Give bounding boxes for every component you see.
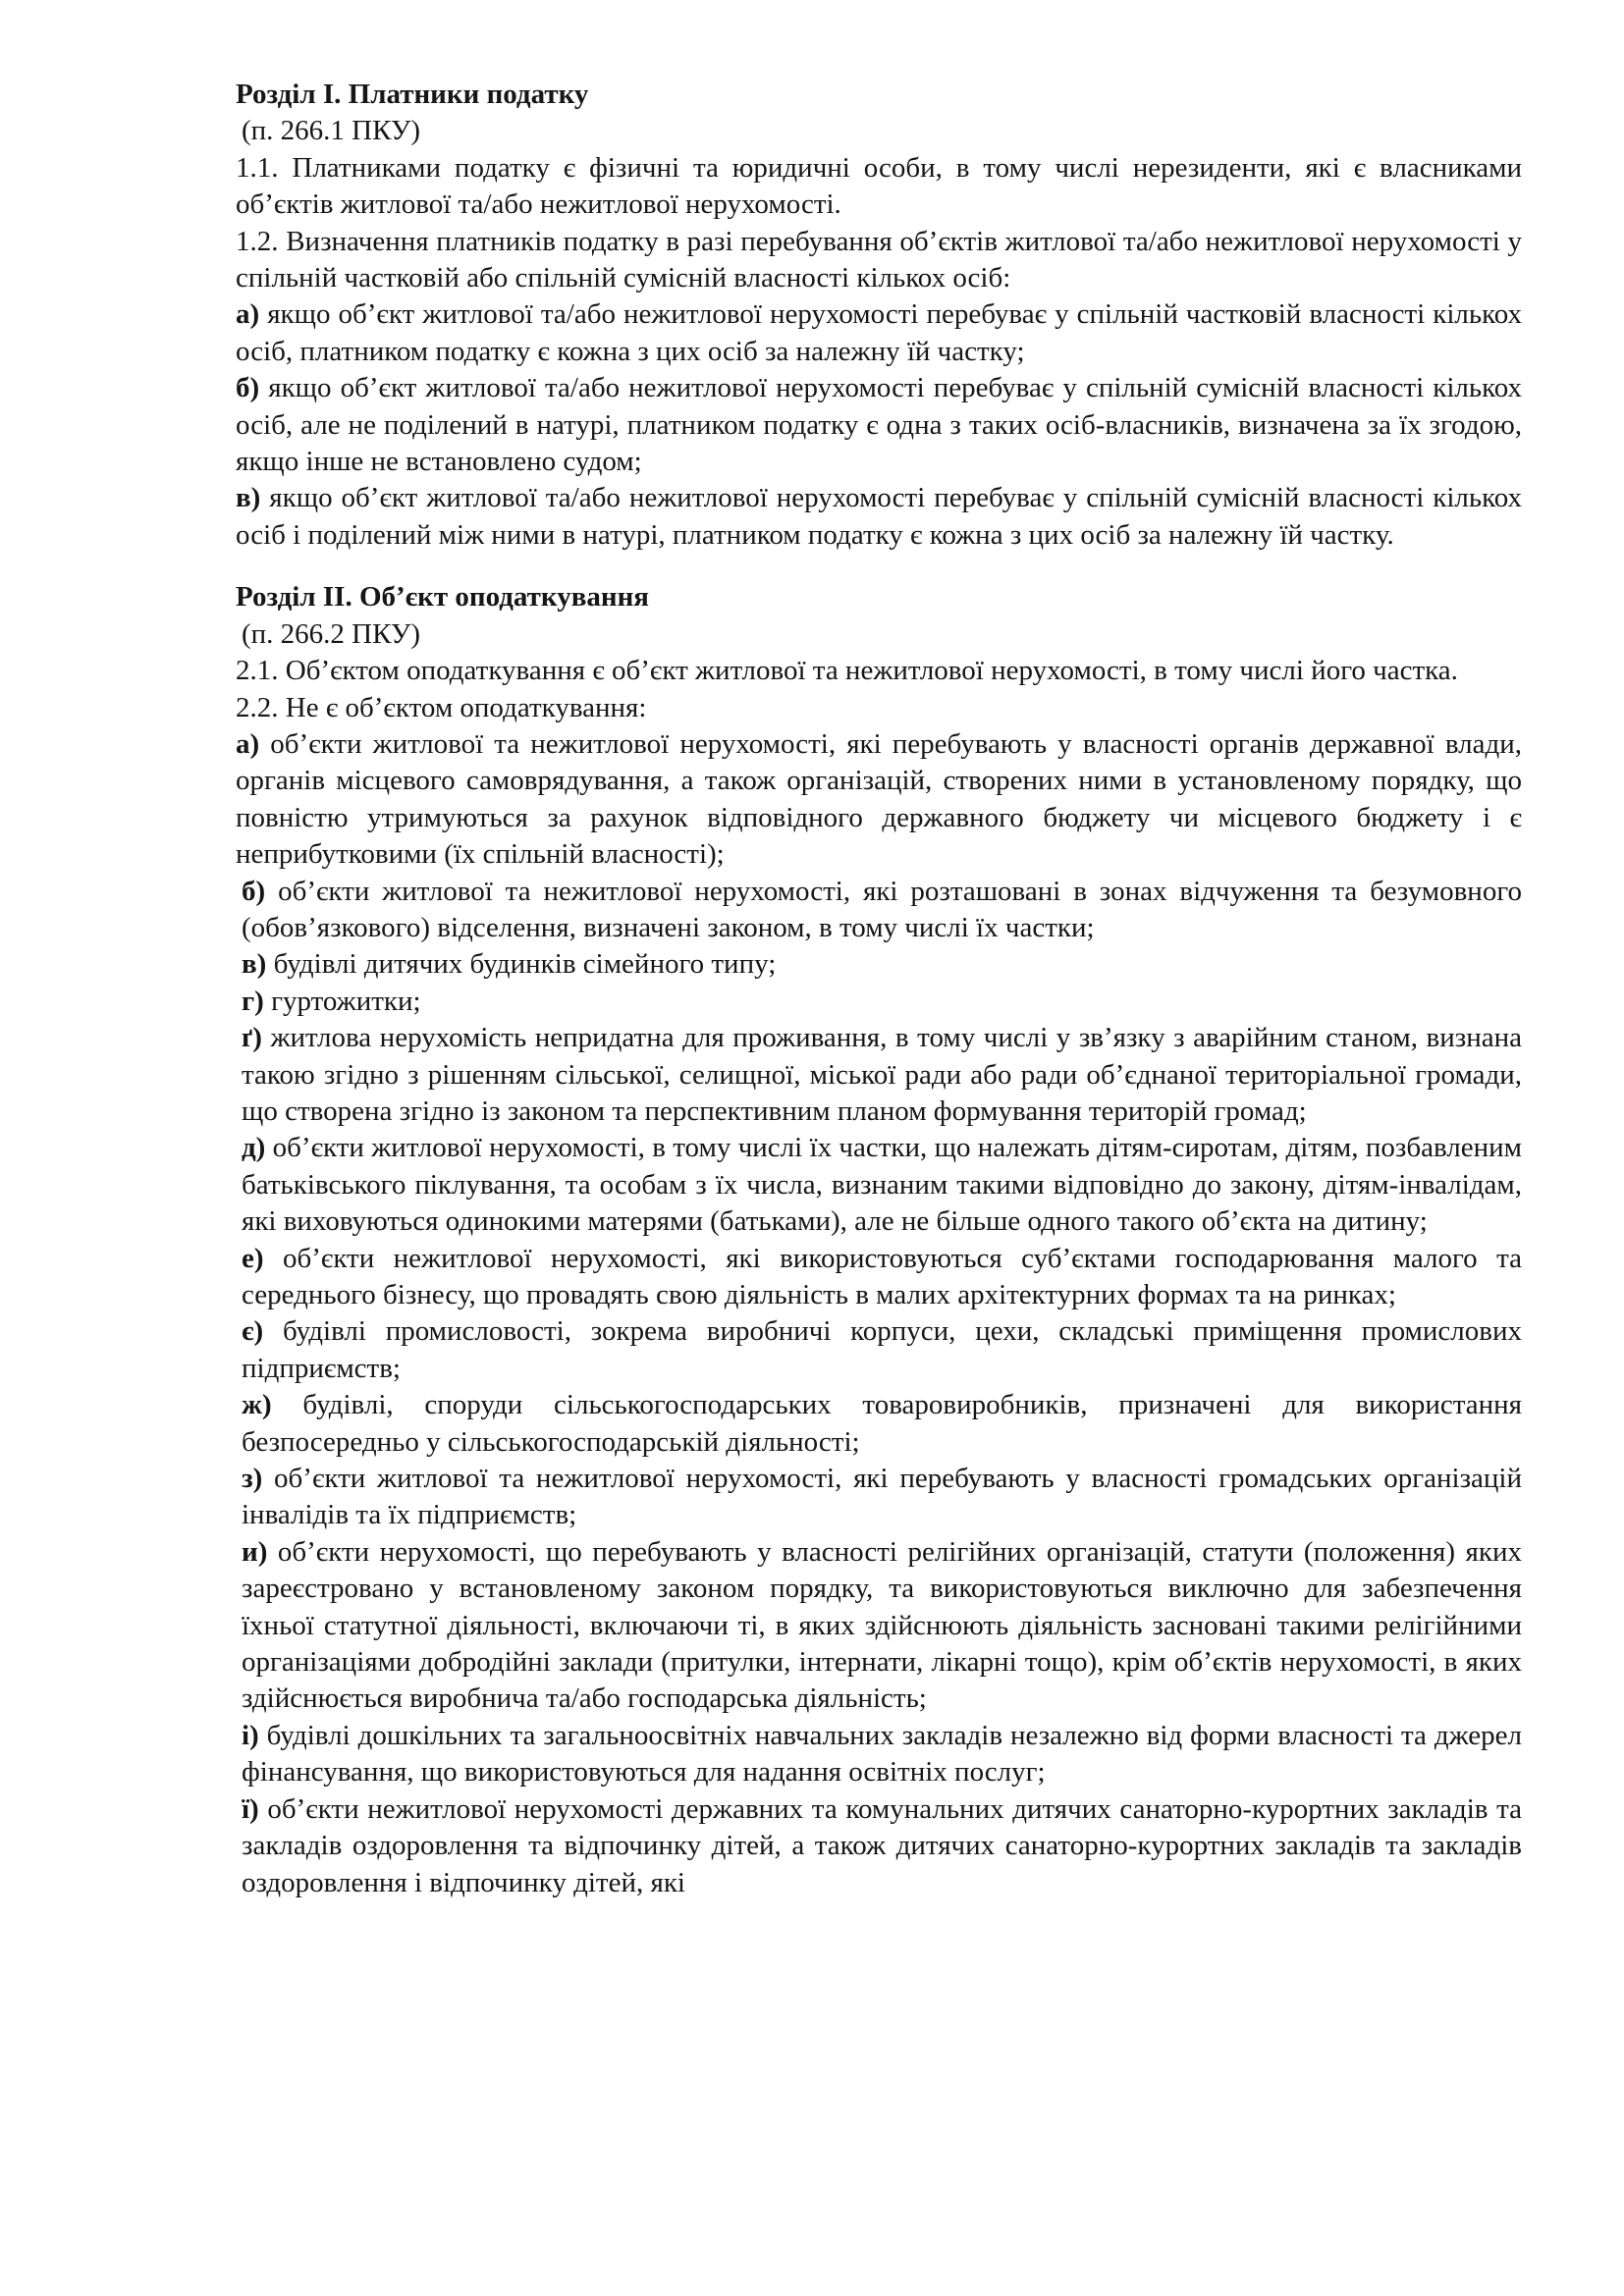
item-marker: в) [236,482,261,514]
item-marker: б) [236,372,260,404]
item-text: об’єкти житлової та нежитлової нерухомості, які розташовані в зонах відчуження та безумовного (обов’язкового) відселення, визначені законом, в тому числі їх частки; [242,875,1522,943]
item-marker: е) [242,1242,264,1274]
item-text: об’єкти житлової та нежитлової нерухомості, які перебувають у власності громадських організацій інвалідів та їх підприємств; [242,1463,1522,1531]
item-marker: і) [242,1719,259,1751]
item-marker: в) [242,948,267,981]
section-2-item-ye [236,1313,1522,1387]
section-2-item-d [236,1130,1522,1240]
section-2-item-g [236,984,1522,1020]
section-2-reference: (п. 266.2 ПКУ) [242,617,421,650]
item-text: якщо об’єкт житлової та/або нежитлової нерухомості перебуває у спільній частковій власності кількох осіб, платником податку є кожна з цих осіб за належну їй частку; [236,298,1522,367]
document-page [236,77,1522,1901]
item-text: будівлі дошкільних та загальноосвітніх навчальних закладів незалежно від форми власності та джерел фінансування, що використовуються для надання освітніх послуг; [242,1719,1522,1789]
section-2-title: Розділ ІІ. Об’єкт оподаткування [236,581,649,614]
section-2-item-zh [236,1387,1522,1461]
section-1-reference: (п. 266.1 ПКУ) [242,115,421,147]
item-marker: д) [242,1132,266,1164]
section-1-title: Розділ І. Платники податку [236,79,589,110]
item-marker: ї) [242,1792,259,1825]
item-marker: є) [242,1315,264,1348]
item-text: будівлі промисловості, зокрема виробничі корпуси, цехи, складські приміщення промислових підприємств; [242,1315,1522,1384]
section-2-item-i [236,1718,1522,1791]
item-text: гуртожитки; [263,985,421,1017]
section-1-item-v [236,480,1522,554]
item-text: житлова нерухомість непридатна для проживання, в тому числі у зв’язку з аварійним станом, визнана такою згідно з рішенням сільської, селищної, міської ради або ради об’єднаної територіальної громади, що створена згідно із законом та перспективним планом формування територій громад; [242,1022,1522,1127]
item-text: об’єкти житлової та нежитлової нерухомості, які перебувають у власності органів державної влади, органів місцевого самоврядування, а також організацій, створених ними в установленому порядку, що повністю утримуються за рахунок відповідного державного бюджету чи місцевого бюджету і є неприбутковими (їх спільній власності); [236,727,1522,871]
item-text: якщо об’єкт житлової та/або нежитлової нерухомості перебуває у спільній сумісній власності кількох осіб і поділений між ними в натурі, платником податку є кожна з цих осіб за належну їй частку. [236,482,1522,551]
section-2-item-y [236,1534,1522,1718]
item-marker: а) [236,727,260,760]
section-2-item-yi [236,1791,1522,1901]
section-2-item-b [236,874,1522,947]
section-spacer [236,554,1522,579]
section-2-item-ge [236,1020,1522,1130]
section-2-paragraph-2-2: 2.2. Не є об’єктом оподаткування: [236,691,647,723]
item-marker: ґ) [242,1022,262,1054]
section-2-paragraph-2-1: 2.1. Об’єктом оподаткування є об’єкт житлової та нежитлової нерухомості, в тому числі його частка. [236,655,1458,687]
section-1-item-a [236,296,1522,370]
item-text: об’єкти житлової нерухомості, в тому числі їх частки, що належать дітям-сиротам, дітям, позбавленим батьківського піклування, та особам з їх числа, визнаним такими відповідно до закону, дітям-інвалідам, які виховуються одинокими матерями (батьками), але не більше одного такого об’єкта на дитину; [242,1132,1522,1238]
item-marker: г) [242,985,264,1017]
section-1-item-b [236,370,1522,480]
item-text: якщо об’єкт житлової та/або нежитлової нерухомості перебуває у спільній сумісній власності кількох осіб, але не поділений в натурі, платником податку є одна з таких осіб-власників, визначена за їх згодою, якщо інше не встановлено судом; [236,372,1522,478]
section-2-item-a [236,726,1522,874]
section-1-paragraph-1-1: 1.1. Платниками податку є фізичні та юридичні особи, в тому числі нерезиденти, які є власниками об’єктів житлової та/або нежитлової нерухомості. [236,151,1522,221]
item-marker: з) [242,1463,263,1495]
item-marker: б) [242,875,266,907]
item-text: об’єкти нежитлової нерухомості державних та комунальних дитячих санаторно-курортних закладів та закладів оздоровлення та відпочинку дітей, а також дитячих санаторно-курортних закладів та закладів оздоровлення і відпочинку дітей, які [242,1792,1522,1898]
item-text: об’єкти нерухомості, що перебувають у власності релігійних організацій, статути (положення) яких зареєстровано у встановленому законом порядку, та використовуються виключно для забезпечення їхньої статутної діяльності, включаючи ті, в яких здійснюють діяльність засновані такими релігійними організаціями добродійні заклади (притулки, інтернати, лікарні тощо), крім об’єктів нерухомості, в яких здійснюється виробнича та/або господарська діяльність; [242,1535,1522,1715]
item-marker: и) [242,1535,268,1568]
section-1-paragraph-1-2: 1.2. Визначення платників податку в разі перебування об’єктів житлової та/або нежитлової нерухомості у спільній частковій або спільній сумісній власності кількох осіб: [236,225,1522,294]
section-2-item-z [236,1461,1522,1534]
item-marker: ж) [242,1389,272,1421]
item-text: будівлі, споруди сільськогосподарських товаровиробників, призначені для використання безпосередньо у сільськогосподарській діяльності; [242,1389,1522,1458]
item-text: об’єкти нежитлової нерухомості, які використовуються суб’єктами господарювання малого та середнього бізнесу, що провадять свою діяльність в малих архітектурних формах та на ринках; [242,1242,1522,1310]
section-2-item-e [236,1241,1522,1314]
item-marker: а) [236,298,260,331]
section-2-item-v [236,946,1522,983]
item-text: будівлі дитячих будинків сімейного типу; [266,948,777,981]
